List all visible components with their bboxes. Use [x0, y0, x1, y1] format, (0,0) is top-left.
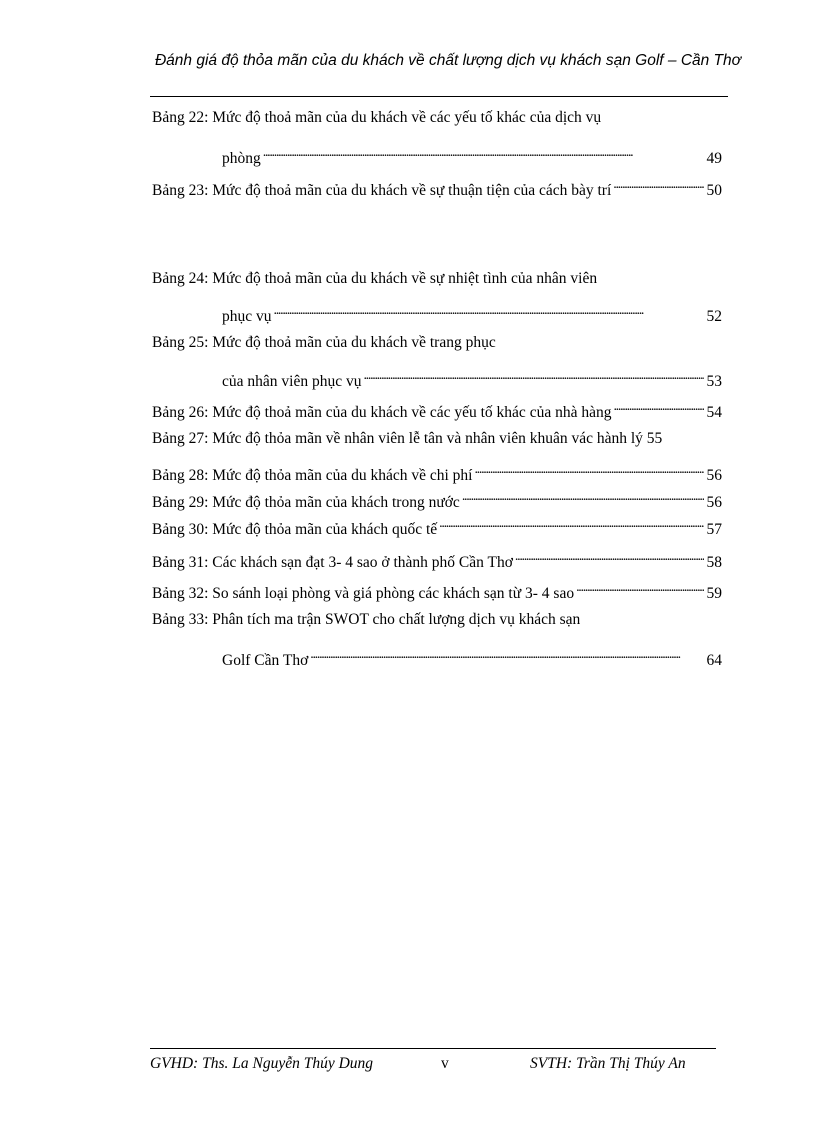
- footer-divider: [150, 1048, 716, 1049]
- table-entry-22-continuation: phòng: [222, 150, 261, 167]
- dot-leader: [363, 366, 703, 386]
- table-entry-22-leader[interactable]: [222, 143, 722, 167]
- table-entry-32[interactable]: [152, 578, 722, 602]
- header-divider: [150, 96, 728, 97]
- table-entry-27-title: Bảng 27: Mức độ thỏa mãn về nhân viên lễ tân và nhân viên khuân vác hành lý: [152, 430, 643, 447]
- table-entry-33-continuation: Golf Cần Thơ: [222, 652, 309, 669]
- dot-leader: [263, 143, 704, 163]
- table-entry-24-title: Bảng 24: Mức độ thoả mãn của du khách về sự nhiệt tình của nhân viên: [152, 270, 598, 287]
- table-entry-28-title: Bảng 28: Mức độ thỏa mãn của du khách về chi phí: [152, 467, 473, 484]
- table-entry-33-leader[interactable]: [222, 645, 722, 669]
- table-entry-28[interactable]: [152, 460, 722, 484]
- table-entry-31-title: Bảng 31: Các khách sạn đạt 3- 4 sao ở thành phố Cần Thơ: [152, 554, 513, 571]
- dot-leader: [613, 175, 703, 195]
- table-entry-22-title: Bảng 22: Mức độ thoả mãn của du khách về các yếu tố khác của dịch vụ: [152, 109, 602, 126]
- footer-student: SVTH: Trần Thị Thúy An: [530, 1055, 686, 1072]
- table-entry-24-continuation: phục vụ: [222, 308, 272, 325]
- dot-leader: [576, 578, 703, 598]
- table-entry-32-page: 59: [706, 585, 722, 602]
- dot-leader: [515, 547, 704, 567]
- table-entry-26-page: 54: [706, 404, 722, 421]
- dot-leader: [462, 487, 704, 507]
- table-entry-32-title: Bảng 32: So sánh loại phòng và giá phòng các khách sạn từ 3- 4 sao: [152, 585, 575, 602]
- table-entry-29[interactable]: [152, 487, 722, 511]
- table-entry-25-title: Bảng 25: Mức độ thoả mãn của du khách về trang phục: [152, 334, 496, 351]
- dot-leader: [439, 514, 703, 534]
- dot-leader: [274, 301, 704, 321]
- table-entry-33-page: 64: [706, 652, 722, 669]
- table-entry-31[interactable]: [152, 547, 722, 571]
- table-entry-23-page: 50: [706, 182, 722, 199]
- table-entry-30-page: 57: [706, 521, 722, 538]
- table-entry-24-page: 52: [706, 308, 722, 325]
- table-entry-22-page: 49: [706, 150, 722, 167]
- document-title: Đánh giá độ thỏa mãn của du khách về chất lượng dịch vụ khách sạn Golf – Cần Thơ: [154, 52, 742, 69]
- table-entry-29-title: Bảng 29: Mức độ thỏa mãn của khách trong nước: [152, 494, 460, 511]
- table-entry-31-page: 58: [706, 554, 722, 571]
- table-entry-25-page: 53: [706, 373, 722, 390]
- dot-leader: [613, 397, 703, 417]
- footer-page-number: v: [441, 1055, 449, 1072]
- table-entry-29-page: 56: [706, 494, 722, 511]
- table-entry-27-page: 55: [646, 430, 663, 447]
- dot-leader: [474, 460, 703, 480]
- table-entry-25-continuation: của nhân viên phục vụ: [222, 373, 362, 390]
- table-entry-27[interactable]: [152, 429, 722, 449]
- footer-advisor: GVHD: Ths. La Nguyễn Thúy Dung: [150, 1055, 374, 1072]
- table-entry-25-leader[interactable]: [222, 366, 722, 390]
- dot-leader: [310, 645, 703, 665]
- table-entry-33-title: Bảng 33: Phân tích ma trận SWOT cho chất lượng dịch vụ khách sạn: [152, 611, 581, 628]
- table-entry-30-title: Bảng 30: Mức độ thỏa mãn của khách quốc tế: [152, 521, 438, 538]
- table-entry-30[interactable]: [152, 514, 722, 538]
- table-entry-28-page: 56: [706, 467, 722, 484]
- table-entry-26-title: Bảng 26: Mức độ thoả mãn của du khách về các yếu tố khác của nhà hàng: [152, 404, 612, 421]
- table-entry-23[interactable]: [152, 175, 722, 199]
- table-entry-26[interactable]: [152, 397, 722, 421]
- table-entry-24-leader[interactable]: [222, 301, 722, 325]
- table-entry-23-title: Bảng 23: Mức độ thoả mãn của du khách về sự thuận tiện của cách bày trí: [152, 182, 612, 199]
